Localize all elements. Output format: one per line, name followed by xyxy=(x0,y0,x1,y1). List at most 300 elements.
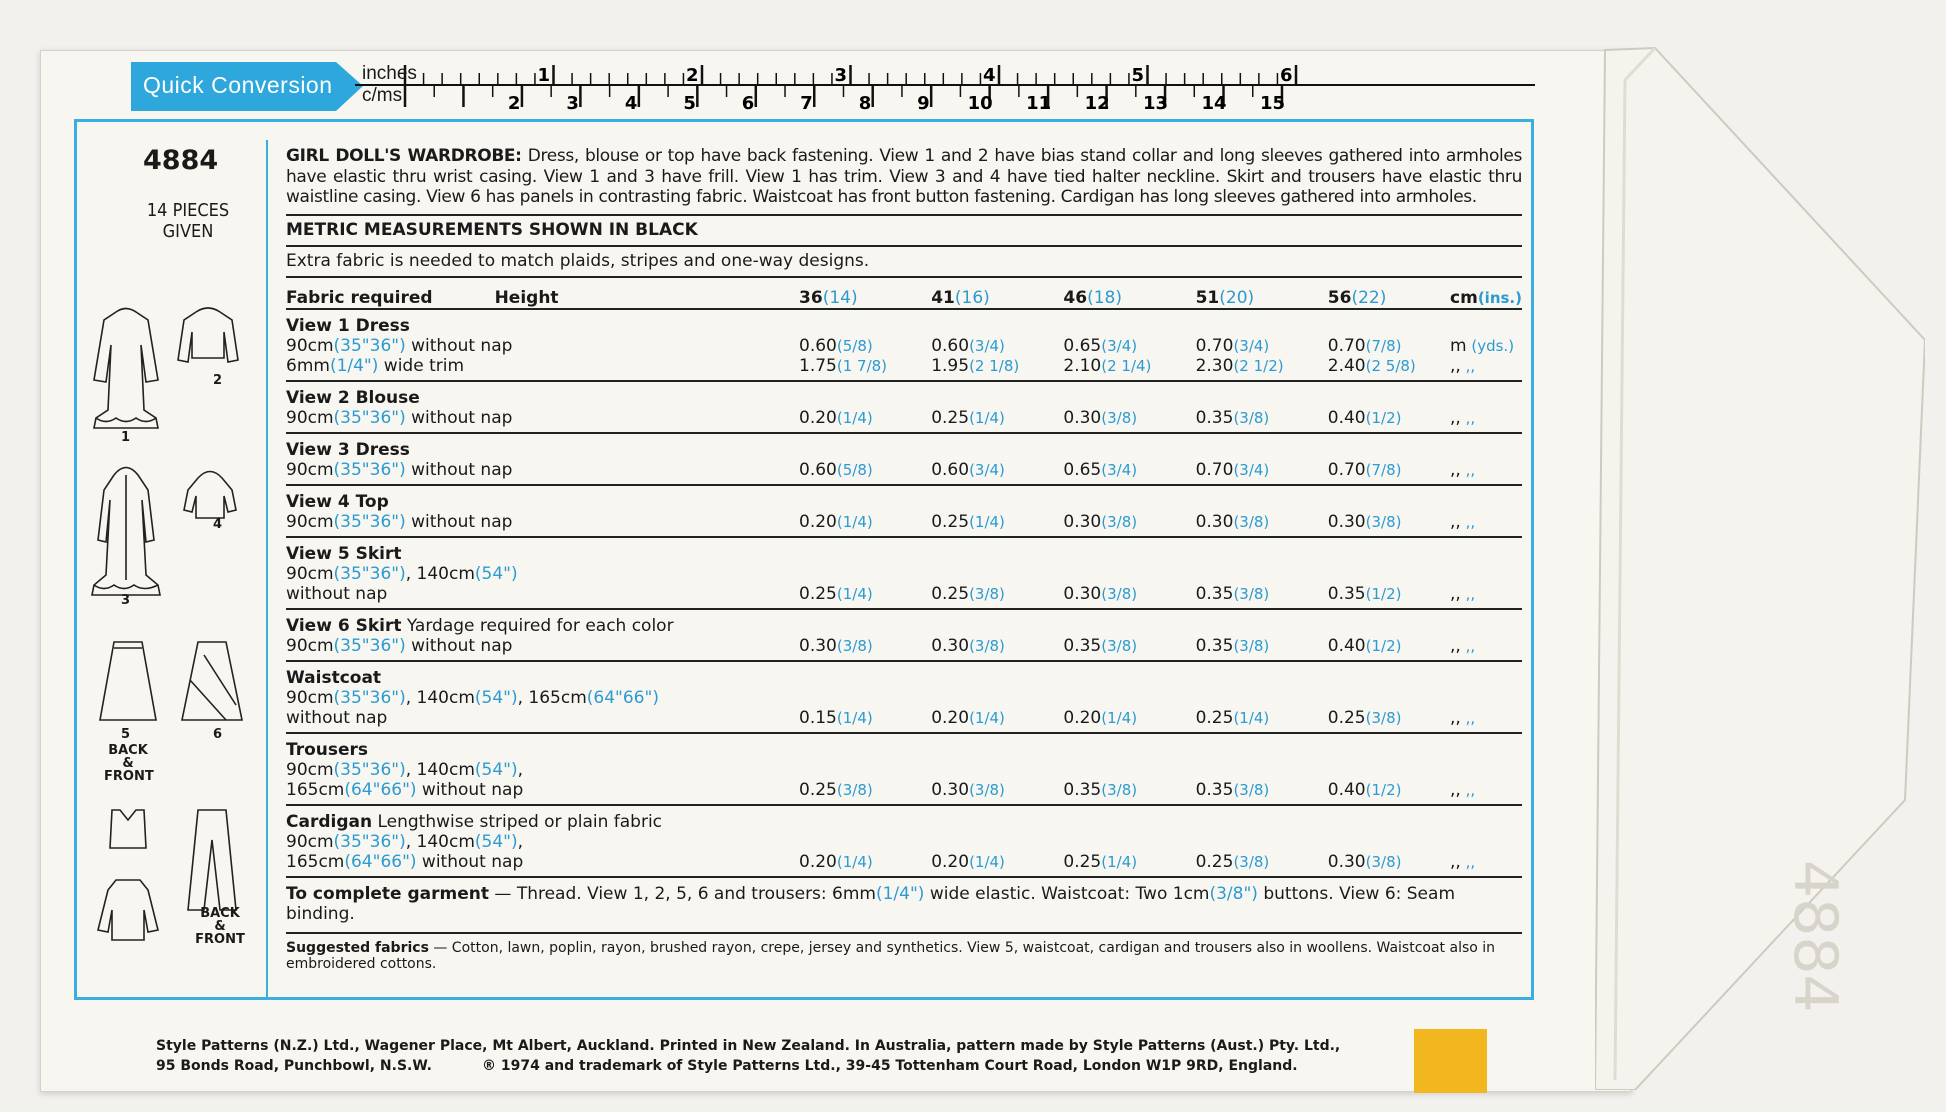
fabric-amount xyxy=(789,852,921,877)
fabric-requirements-table xyxy=(286,278,1522,878)
amount-yards: (1/4) xyxy=(969,408,1005,427)
fabric-amount xyxy=(921,636,1053,661)
label-inches: (1/4") xyxy=(329,355,379,376)
amount-metric: 0.65 xyxy=(1063,335,1102,356)
row-unit xyxy=(1450,780,1522,805)
row-title-cell xyxy=(286,537,1522,564)
fabric-amount xyxy=(921,564,1053,584)
amount-metric: 0.25 xyxy=(1195,851,1234,872)
amount-yards: (1/4) xyxy=(836,708,873,727)
fabric-amount xyxy=(1053,584,1185,609)
fabric-amount xyxy=(921,832,1053,852)
amount-yards: (3/8) xyxy=(969,780,1005,799)
fabric-amount xyxy=(1186,584,1318,609)
unit-cm: cm xyxy=(1450,287,1478,308)
garment-description xyxy=(286,146,1522,208)
unit-metric: ,, xyxy=(1450,459,1461,480)
ruler-cm-label: 15 xyxy=(1259,93,1286,113)
amount-metric: 0.25 xyxy=(1063,851,1102,872)
amount-metric: 0.30 xyxy=(1327,851,1366,872)
amount-metric: 0.35 xyxy=(1063,635,1102,656)
fabric-amount xyxy=(1186,460,1318,485)
size-cm: 51 xyxy=(1195,287,1220,308)
amount-yards: (1/2) xyxy=(1365,408,1402,427)
table-row xyxy=(286,356,1522,381)
amount-metric: 0.25 xyxy=(799,779,837,800)
row-label xyxy=(286,832,789,852)
label-text: without nap xyxy=(405,459,513,480)
unit-metric: ,, xyxy=(1450,779,1461,800)
fabric-amount xyxy=(1318,564,1450,584)
ruler-cm-label: 5 xyxy=(683,93,696,113)
amount-yards: (1 7/8) xyxy=(836,356,888,375)
row-title: View 6 Skirt xyxy=(286,615,402,636)
amount-metric: 0.40 xyxy=(1327,407,1366,428)
table-row-title xyxy=(286,381,1522,408)
table-row xyxy=(286,336,1522,356)
complete-body-3: buttons. View 6: Seam binding. xyxy=(286,883,1455,924)
table-row xyxy=(286,584,1522,609)
ruler-cm-label: 11 xyxy=(1026,93,1052,113)
row-title: View 3 Dress xyxy=(286,439,410,460)
row-title-cell xyxy=(286,733,1522,760)
amount-yards: (3/4) xyxy=(1233,460,1270,479)
pattern-number: 4884 xyxy=(143,145,219,176)
label-text: 90cm xyxy=(286,635,334,656)
row-label xyxy=(286,852,789,877)
table-row-title xyxy=(286,485,1522,512)
row-unit xyxy=(1450,760,1522,780)
fabric-amount xyxy=(1186,564,1318,584)
fabric-amount xyxy=(1186,832,1318,852)
row-unit xyxy=(1450,636,1522,661)
amount-metric: 0.15 xyxy=(799,707,837,728)
fabric-amount xyxy=(789,512,921,537)
row-unit xyxy=(1450,336,1522,356)
size-cm: 41 xyxy=(931,287,955,308)
unit-imperial: ,, xyxy=(1460,708,1476,727)
label-text: without nap xyxy=(405,335,513,356)
row-label xyxy=(286,760,789,780)
row-unit xyxy=(1450,584,1522,609)
size-in: (14) xyxy=(822,287,858,308)
row-unit xyxy=(1450,564,1522,584)
row-label xyxy=(286,636,789,661)
yellow-color-swatch xyxy=(1414,1029,1487,1093)
sketch-view2-blouse xyxy=(178,308,238,362)
table-row xyxy=(286,852,1522,877)
amount-yards: (3/4) xyxy=(1233,336,1270,355)
sketch-view5-skirt xyxy=(100,642,156,720)
amount-metric: 0.65 xyxy=(1063,459,1102,480)
label-inches: (54") xyxy=(474,563,518,584)
amount-yards: (1/4) xyxy=(1233,708,1270,727)
unit-imperial: ,, xyxy=(1460,460,1476,479)
size-in: (16) xyxy=(954,287,990,308)
amount-metric: 1.95 xyxy=(931,355,970,376)
amount-yards: (2 5/8) xyxy=(1365,356,1416,375)
unit-metric: ,, xyxy=(1450,583,1461,604)
table-row-title xyxy=(286,537,1522,564)
row-unit xyxy=(1450,512,1522,537)
unit-metric: ,, xyxy=(1450,407,1461,428)
column-divider xyxy=(266,140,268,998)
table-row-title xyxy=(286,309,1522,336)
row-label xyxy=(286,408,789,433)
amount-metric: 0.35 xyxy=(1327,583,1366,604)
amount-yards: (3/4) xyxy=(969,460,1005,479)
size-in: (18) xyxy=(1087,287,1122,308)
fabric-amount xyxy=(789,760,921,780)
label-text: without nap xyxy=(405,511,513,532)
fabric-amount xyxy=(1053,564,1185,584)
amount-yards: (2 1/4) xyxy=(1101,356,1152,375)
fabric-amount xyxy=(1318,356,1450,381)
description-title: GIRL DOLL'S WARDROBE: xyxy=(286,146,522,166)
amount-yards: (1/4) xyxy=(836,512,873,531)
fabric-amount xyxy=(789,408,921,433)
fabric-amount xyxy=(1318,688,1450,708)
amount-metric: 0.20 xyxy=(799,851,837,872)
amount-yards: (5/8) xyxy=(836,336,873,355)
table-header-row xyxy=(286,278,1522,309)
amount-yards: (7/8) xyxy=(1365,336,1402,355)
fabric-amount xyxy=(1186,852,1318,877)
fabric-amount xyxy=(789,780,921,805)
fabric-amount xyxy=(921,760,1053,780)
fabric-required-label: Fabric required xyxy=(286,287,433,308)
label-inches: (64"66") xyxy=(586,687,659,708)
row-label xyxy=(286,460,789,485)
amount-yards: (1/4) xyxy=(1101,708,1138,727)
fabric-amount xyxy=(1053,408,1185,433)
fabric-amount xyxy=(921,708,1053,733)
ruler-inch-label: 3 xyxy=(834,65,848,86)
amount-metric: 0.20 xyxy=(931,707,970,728)
amount-metric: 0.35 xyxy=(1195,779,1234,800)
amount-metric: 0.70 xyxy=(1195,335,1234,356)
ruler-cm-label: 12 xyxy=(1084,93,1110,113)
amount-metric: 0.70 xyxy=(1327,335,1366,356)
unit-metric: ,, xyxy=(1450,851,1461,872)
ruler-unit-cms: c/ms xyxy=(362,85,403,106)
row-title-cell xyxy=(286,805,1522,832)
amount-yards: (1/4) xyxy=(836,408,873,427)
row-title-cell xyxy=(286,661,1522,688)
label-text: 90cm xyxy=(286,687,334,708)
amount-metric: 2.30 xyxy=(1195,355,1234,376)
table-row xyxy=(286,688,1522,708)
sketch-label-6: 6 xyxy=(213,727,223,742)
size-in: (22) xyxy=(1351,287,1387,308)
size-cm: 56 xyxy=(1327,287,1352,308)
label-text: 90cm xyxy=(286,335,334,356)
fabric-amount xyxy=(1318,584,1450,609)
amount-yards: (3/8) xyxy=(1101,408,1138,427)
amount-yards: (3/8) xyxy=(836,636,873,655)
fabric-amount xyxy=(1186,636,1318,661)
frame-right-rule xyxy=(1531,119,1534,999)
label-text: 90cm xyxy=(286,459,334,480)
amount-metric: 0.30 xyxy=(1195,511,1234,532)
amount-yards: (2 1/2) xyxy=(1233,356,1284,375)
sketch-waistcoat xyxy=(110,810,146,848)
unit-imperial: ,, xyxy=(1460,356,1476,375)
unit-imperial: ,, xyxy=(1460,584,1476,603)
amount-metric: 0.70 xyxy=(1195,459,1234,480)
ruler-inch-label: 6 xyxy=(1280,65,1293,86)
ruler-inch-label: 5 xyxy=(1131,65,1145,86)
table-row-title xyxy=(286,661,1522,688)
suggested-fabrics xyxy=(286,932,1522,972)
row-label xyxy=(286,356,789,381)
amount-metric: 0.30 xyxy=(931,779,970,800)
complete-blue-2: (3/8") xyxy=(1209,883,1258,904)
unit-imperial: ,, xyxy=(1460,408,1476,427)
amount-yards: (3/8) xyxy=(1233,636,1270,655)
row-title-cell xyxy=(286,609,1522,636)
row-title-extra: Lengthwise striped or plain fabric xyxy=(372,811,663,832)
label-inches: (35"36") xyxy=(333,511,406,532)
row-label xyxy=(286,780,789,805)
amount-metric: 0.60 xyxy=(931,335,970,356)
amount-metric: 0.30 xyxy=(1063,407,1102,428)
amount-yards: (1/2) xyxy=(1365,780,1402,799)
amount-metric: 0.70 xyxy=(1327,459,1366,480)
fabric-amount xyxy=(1186,512,1318,537)
amount-yards: (7/8) xyxy=(1365,460,1402,479)
amount-yards: (3/8) xyxy=(1365,852,1402,871)
amount-metric: 0.25 xyxy=(931,407,970,428)
description-body: Dress, blouse or top have back fastening. View 1 and 2 have bias stand collar and long sleeves gathered into armholes have elastic thru wrist casing. View 1 and 3 have frill. View 1 has trim. View 3 and 4 have tied halter neckline. Skirt and trousers have elastic thru waistline casing. View 6 has panels in contrasting fabric. Waistcoat has front button fastening. Cardigan has long sleeves gathered into armholes. xyxy=(286,146,1522,207)
fabric-amount xyxy=(1053,512,1185,537)
amount-metric: 0.60 xyxy=(799,459,837,480)
label-text: without nap xyxy=(416,779,524,800)
amount-yards: (3/8) xyxy=(1233,584,1270,603)
fabric-amount xyxy=(1053,460,1185,485)
amount-metric: 0.25 xyxy=(1195,707,1234,728)
amount-yards: (3/8) xyxy=(1101,512,1138,531)
label-inches: (54") xyxy=(474,687,518,708)
unit-metric: ,, xyxy=(1450,511,1461,532)
row-unit xyxy=(1450,356,1522,381)
amount-metric: 0.40 xyxy=(1327,779,1366,800)
row-label xyxy=(286,512,789,537)
amount-metric: 0.20 xyxy=(1063,707,1102,728)
amount-metric: 2.10 xyxy=(1063,355,1102,376)
footer-line-1: Style Patterns (N.Z.) Ltd., Wagener Place, Mt Albert, Auckland. Printed in New Zealand. In Australia, pattern made by Style Patterns (Aust.) Pty. Ltd., xyxy=(156,1038,1341,1054)
fabric-amount xyxy=(1186,688,1318,708)
amount-yards: (1/4) xyxy=(836,852,873,871)
unit-in: (ins.) xyxy=(1477,288,1522,307)
amount-metric: 0.25 xyxy=(1327,707,1366,728)
fabric-amount xyxy=(1053,336,1185,356)
ruler-cm-label: 6 xyxy=(741,93,755,113)
fabric-amount xyxy=(1318,708,1450,733)
fabric-amount xyxy=(1186,708,1318,733)
fabric-amount xyxy=(1053,852,1185,877)
row-label xyxy=(286,708,789,733)
fabric-amount xyxy=(1053,832,1185,852)
amount-metric: 1.75 xyxy=(799,355,837,376)
sketch-cardigan xyxy=(98,880,158,940)
amount-yards: (1/2) xyxy=(1365,636,1402,655)
amount-yards: (3/8) xyxy=(1101,636,1138,655)
amount-yards: (3/8) xyxy=(1101,780,1138,799)
fabric-amount xyxy=(789,460,921,485)
fabric-amount xyxy=(1053,760,1185,780)
label-inches: (54") xyxy=(474,759,518,780)
suggested-title: Suggested fabrics xyxy=(286,939,429,956)
complete-blue-1: (1/4") xyxy=(875,883,925,904)
publisher-footer xyxy=(156,1036,1340,1076)
amount-yards: (2 1/8) xyxy=(969,356,1020,375)
fabric-amount xyxy=(1318,760,1450,780)
fabric-amount xyxy=(921,780,1053,805)
row-title-cell xyxy=(286,381,1522,408)
amount-yards: (3/4) xyxy=(1101,336,1138,355)
amount-yards: (1/2) xyxy=(1365,584,1402,603)
amount-yards: (1/4) xyxy=(1101,852,1138,871)
ruler-inch-label: 2 xyxy=(686,65,699,86)
row-title-cell xyxy=(286,433,1522,460)
unit-imperial: ,, xyxy=(1460,852,1476,871)
amount-metric: 0.35 xyxy=(1195,407,1234,428)
ruler-cm-label: 10 xyxy=(967,93,993,113)
ruler-inch-label: 4 xyxy=(983,65,996,86)
label-text: 90cm xyxy=(286,831,334,852)
fabric-amount xyxy=(1186,760,1318,780)
fabric-amount xyxy=(789,356,921,381)
amount-metric: 0.35 xyxy=(1195,583,1234,604)
envelope-flap xyxy=(1595,40,1925,1090)
amount-metric: 0.30 xyxy=(931,635,970,656)
row-title-cell xyxy=(286,309,1522,336)
fabric-amount xyxy=(921,356,1053,381)
label-text: , 165cm xyxy=(517,687,587,708)
row-unit xyxy=(1450,460,1522,485)
label-inches: (35"36") xyxy=(333,635,406,656)
label-text: , xyxy=(517,831,524,852)
label-inches: (35"36") xyxy=(333,407,406,428)
ruler-cm-label: 7 xyxy=(800,93,813,113)
header-size xyxy=(1318,278,1450,309)
pieces-line-2: GIVEN xyxy=(162,221,214,242)
label-text: 6mm xyxy=(286,355,330,376)
ruler-cm-label: 14 xyxy=(1201,93,1227,113)
header-size xyxy=(921,278,1053,309)
row-unit xyxy=(1450,408,1522,433)
ruler-cm-label: 3 xyxy=(566,93,579,113)
amount-yards: (1/4) xyxy=(969,708,1005,727)
table-row xyxy=(286,760,1522,780)
amount-metric: 0.35 xyxy=(1195,635,1234,656)
label-text: 90cm xyxy=(286,407,334,428)
flap-pattern-number: 4884 xyxy=(1780,860,1850,1013)
ruler-inch-label: 1 xyxy=(537,65,551,86)
amount-metric: 0.30 xyxy=(1327,511,1366,532)
table-row-title xyxy=(286,805,1522,832)
table-row-title xyxy=(286,433,1522,460)
fabric-amount xyxy=(1318,408,1450,433)
amount-metric: 0.25 xyxy=(799,583,837,604)
header-size xyxy=(1053,278,1185,309)
unit-imperial: ,, xyxy=(1460,636,1476,655)
height-label: Height xyxy=(494,287,559,308)
row-unit xyxy=(1450,708,1522,733)
amount-yards: (1/4) xyxy=(836,584,873,603)
label-text: , 140cm xyxy=(405,831,475,852)
label-text: , 140cm xyxy=(405,687,475,708)
header-fabric-required xyxy=(286,278,789,309)
label-inches: (35"36") xyxy=(333,459,406,480)
fabric-amount xyxy=(1053,688,1185,708)
fabric-amount xyxy=(1186,780,1318,805)
row-title-extra: Yardage required for each color xyxy=(401,615,674,636)
complete-garment-note xyxy=(286,884,1522,924)
fabric-amount xyxy=(1318,636,1450,661)
row-title: Cardigan xyxy=(286,811,373,832)
label-inches: (35"36") xyxy=(333,687,406,708)
label-text: without nap xyxy=(416,851,524,872)
row-unit xyxy=(1450,832,1522,852)
label-inches: (35"36") xyxy=(333,335,406,356)
unit-metric: ,, xyxy=(1450,355,1461,376)
fabric-amount xyxy=(789,584,921,609)
table-row xyxy=(286,708,1522,733)
amount-metric: 0.30 xyxy=(1063,583,1102,604)
fabric-amount xyxy=(921,408,1053,433)
table-row xyxy=(286,512,1522,537)
fabric-amount xyxy=(1318,460,1450,485)
amount-metric: 0.60 xyxy=(799,335,837,356)
header-units xyxy=(1450,278,1522,309)
sketch-label-back-front-1: BACK & FRONT xyxy=(104,743,154,784)
complete-body-2: wide elastic. Waistcoat: Two 1cm xyxy=(924,883,1210,904)
amount-metric: 0.20 xyxy=(799,511,837,532)
frame-left-rule xyxy=(74,119,77,999)
label-inches: (35"36") xyxy=(333,759,406,780)
amount-metric: 0.20 xyxy=(931,851,970,872)
footer-line-2a: 95 Bonds Road, Punchbowl, N.S.W. xyxy=(156,1058,432,1074)
unit-metric: ,, xyxy=(1450,707,1461,728)
fabric-amount xyxy=(1318,832,1450,852)
fabric-amount xyxy=(1053,356,1185,381)
table-row xyxy=(286,564,1522,584)
pieces-count xyxy=(140,200,236,242)
amount-yards: (3/4) xyxy=(1101,460,1138,479)
amount-yards: (3/8) xyxy=(1365,708,1402,727)
label-text: , xyxy=(517,759,524,780)
fabric-amount xyxy=(1186,356,1318,381)
label-text: without nap xyxy=(405,407,513,428)
fabric-amount xyxy=(789,336,921,356)
complete-title: To complete garment xyxy=(286,883,490,904)
amount-yards: (3/8) xyxy=(1101,584,1138,603)
amount-metric: 0.20 xyxy=(799,407,837,428)
fabric-amount xyxy=(789,688,921,708)
ruler-cm-label: 13 xyxy=(1143,93,1169,113)
label-text: without nap xyxy=(405,635,513,656)
metric-note: METRIC MEASUREMENTS SHOWN IN BLACK xyxy=(286,219,698,240)
fabric-amount xyxy=(789,564,921,584)
label-inches: (35"36") xyxy=(333,563,406,584)
row-title: Trousers xyxy=(286,739,369,760)
row-label xyxy=(286,688,789,708)
size-in: (20) xyxy=(1219,287,1255,308)
table-row-title xyxy=(286,609,1522,636)
fabric-amount xyxy=(921,584,1053,609)
